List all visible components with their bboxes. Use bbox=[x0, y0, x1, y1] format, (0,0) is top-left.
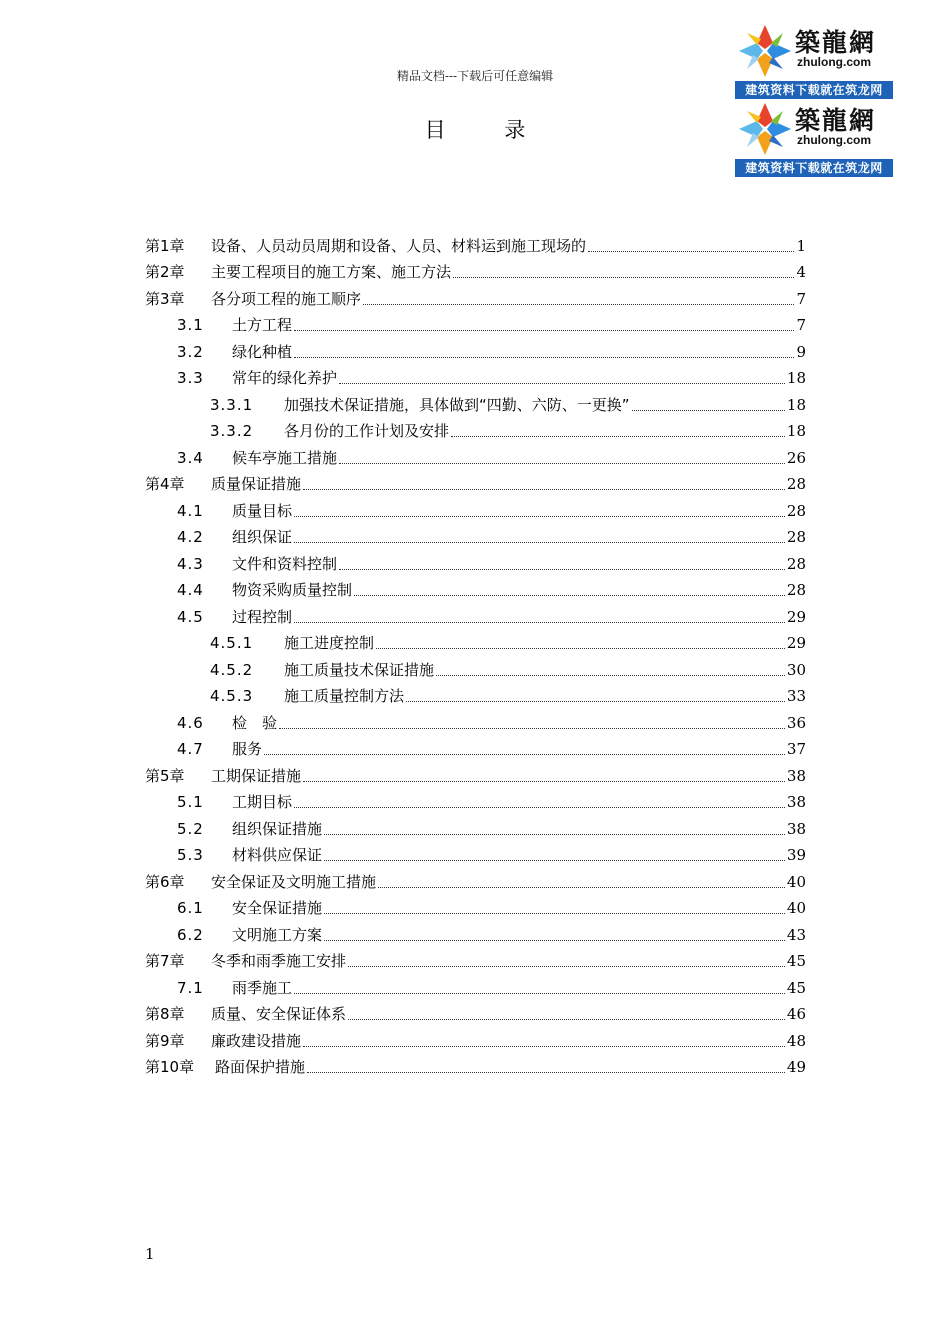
toc-entry[interactable] bbox=[145, 948, 806, 975]
toc-entry[interactable] bbox=[145, 444, 806, 471]
toc-entry-number: 4.5.3 bbox=[210, 687, 254, 705]
toc-entry-number: 第3章 bbox=[145, 289, 185, 308]
toc-entry-title: 质量目标 bbox=[232, 501, 293, 520]
toc-entry-title: 物资采购质量控制 bbox=[232, 581, 353, 599]
toc-dot-leader bbox=[451, 436, 785, 437]
toc-entry-number: 4.2 bbox=[177, 528, 204, 546]
toc-entry-number: 4.5 bbox=[177, 607, 204, 626]
toc-entry-number: 3.4 bbox=[177, 448, 204, 467]
toc-entry[interactable] bbox=[145, 285, 806, 312]
toc-entry-title: 各分项工程的施工顺序 bbox=[211, 289, 362, 308]
toc-entry-page: 38 bbox=[786, 793, 806, 811]
toc-entry-page: 29 bbox=[786, 634, 806, 652]
toc-dot-leader bbox=[339, 569, 785, 570]
toc-entry-title: 候车亭施工措施 bbox=[232, 448, 338, 467]
toc-entry-number: 第5章 bbox=[145, 766, 185, 785]
toc-entry[interactable] bbox=[145, 1027, 806, 1054]
logo-tagline: 建筑资料下载就在筑龙网 bbox=[735, 159, 893, 177]
toc-entry-page: 39 bbox=[786, 846, 806, 864]
toc-entry-title: 组织保证措施 bbox=[232, 819, 323, 838]
toc-entry-title: 设备、人员动员周期和设备、人员、材料运到施工现场的 bbox=[211, 236, 587, 255]
toc-entry-number: 3.2 bbox=[177, 342, 204, 361]
toc-entry[interactable] bbox=[145, 736, 806, 763]
toc-entry[interactable] bbox=[145, 762, 806, 789]
toc-entry-number: 6.2 bbox=[177, 925, 204, 944]
toc-entry[interactable] bbox=[145, 842, 806, 869]
toc-entry[interactable] bbox=[145, 921, 806, 948]
toc-entry-title: 绿化种植 bbox=[232, 342, 293, 361]
toc-entry-number: 3.1 bbox=[177, 316, 204, 334]
toc-entry[interactable] bbox=[145, 1054, 806, 1081]
toc-dot-leader bbox=[378, 887, 785, 888]
toc-entry[interactable] bbox=[145, 683, 806, 710]
toc-entry-page: 7 bbox=[796, 316, 806, 334]
toc-entry-page: 40 bbox=[786, 872, 806, 891]
toc-entry-title: 加强技术保证措施，具体做到“四勤、六防、一更换” bbox=[284, 395, 630, 414]
toc-entry-title: 雨季施工 bbox=[232, 978, 293, 997]
page-title: 目 录 bbox=[424, 118, 552, 142]
toc-entry-page: 43 bbox=[786, 925, 806, 944]
toc-entry-number: 第8章 bbox=[145, 1005, 185, 1023]
toc-entry-title: 路面保护措施 bbox=[215, 1058, 306, 1076]
toc-entry[interactable] bbox=[145, 868, 806, 895]
toc-dot-leader bbox=[303, 489, 785, 490]
toc-dot-leader bbox=[324, 860, 785, 861]
toc-entry-page: 29 bbox=[786, 607, 806, 626]
toc-entry[interactable] bbox=[145, 338, 806, 365]
toc-entry-number: 第4章 bbox=[145, 475, 185, 493]
toc-entry-page: 7 bbox=[796, 289, 806, 308]
toc-dot-leader bbox=[339, 383, 785, 384]
toc-dot-leader bbox=[406, 701, 785, 702]
toc-entry[interactable] bbox=[145, 577, 806, 604]
toc-dot-leader bbox=[348, 1019, 785, 1020]
toc-entry[interactable] bbox=[145, 1001, 806, 1028]
toc-entry-title: 各月份的工作计划及安排 bbox=[284, 422, 450, 440]
toc-entry-page: 46 bbox=[786, 1005, 806, 1023]
logo-url: zhulong.com bbox=[797, 133, 871, 147]
toc-dot-leader bbox=[324, 940, 785, 941]
toc-entry-title: 检 验 bbox=[232, 713, 278, 732]
toc-entry-number: 4.3 bbox=[177, 554, 204, 573]
toc-entry-title: 土方工程 bbox=[232, 316, 293, 334]
toc-entry-title: 工期目标 bbox=[232, 793, 293, 811]
toc-entry-title: 质量保证措施 bbox=[211, 475, 302, 493]
toc-entry-page: 9 bbox=[796, 342, 806, 361]
toc-entry-number: 3.3.1 bbox=[210, 395, 254, 414]
toc-entry[interactable] bbox=[145, 418, 806, 445]
toc-dot-leader bbox=[303, 781, 785, 782]
toc-entry-page: 48 bbox=[786, 1031, 806, 1050]
toc-dot-leader bbox=[363, 304, 794, 305]
toc-entry[interactable] bbox=[145, 471, 806, 498]
toc-entry-title: 主要工程项目的施工方案、施工方法 bbox=[211, 263, 452, 281]
toc-entry-page: 38 bbox=[786, 819, 806, 838]
toc-dot-leader bbox=[324, 834, 785, 835]
toc-dot-leader bbox=[588, 251, 794, 252]
toc-entry-number: 3.3 bbox=[177, 369, 204, 387]
toc-entry-title: 安全保证及文明施工措施 bbox=[211, 872, 377, 891]
toc-entry-title: 服务 bbox=[232, 740, 263, 758]
toc-dot-leader bbox=[453, 277, 794, 278]
toc-entry-page: 28 bbox=[786, 528, 806, 546]
toc-dot-leader bbox=[354, 595, 785, 596]
toc-entry-number: 3.3.2 bbox=[210, 422, 254, 440]
logo-url: zhulong.com bbox=[797, 55, 871, 69]
toc-entry[interactable] bbox=[145, 550, 806, 577]
toc-dot-leader bbox=[339, 463, 785, 464]
toc-entry-title: 廉政建设措施 bbox=[211, 1031, 302, 1050]
toc-entry-number: 5.3 bbox=[177, 846, 204, 864]
toc-entry[interactable] bbox=[145, 232, 806, 259]
toc-entry-page: 28 bbox=[786, 501, 806, 520]
toc-entry-number: 第2章 bbox=[145, 263, 185, 281]
logo-name: 築龍網 bbox=[795, 106, 877, 135]
toc-entry-title: 安全保证措施 bbox=[232, 899, 323, 917]
toc-entry-page: 18 bbox=[786, 369, 806, 387]
toc-entry[interactable] bbox=[145, 974, 806, 1001]
toc-entry-number: 5.1 bbox=[177, 793, 204, 811]
zhulong-logo bbox=[735, 21, 893, 99]
toc-entry-title: 组织保证 bbox=[232, 528, 293, 546]
toc-entry-number: 4.5.1 bbox=[210, 634, 254, 652]
toc-dot-leader bbox=[294, 622, 785, 623]
toc-dot-leader bbox=[294, 357, 794, 358]
toc-entry-title: 材料供应保证 bbox=[232, 846, 323, 864]
toc-entry-page: 45 bbox=[786, 978, 806, 997]
toc-entry-number: 6.1 bbox=[177, 899, 204, 917]
toc-entry-page: 28 bbox=[786, 554, 806, 573]
zhulong-flower-icon bbox=[737, 101, 793, 157]
toc-entry-number: 4.6 bbox=[177, 713, 204, 732]
toc-dot-leader bbox=[294, 516, 785, 517]
toc-entry-title: 冬季和雨季施工安排 bbox=[211, 952, 347, 970]
zhulong-logo bbox=[735, 99, 893, 177]
toc-entry-title: 文件和资料控制 bbox=[232, 554, 338, 573]
toc-entry-page: 1 bbox=[796, 236, 806, 255]
toc-dot-leader bbox=[294, 807, 785, 808]
toc-entry-number: 第6章 bbox=[145, 872, 185, 891]
toc-entry-title: 过程控制 bbox=[232, 607, 293, 626]
toc-dot-leader bbox=[264, 754, 785, 755]
toc-entry-page: 18 bbox=[786, 395, 806, 414]
toc-dot-leader bbox=[294, 542, 785, 543]
toc-entry[interactable] bbox=[145, 789, 806, 816]
logo-name: 築龍網 bbox=[795, 28, 877, 57]
toc-entry-page: 33 bbox=[786, 687, 806, 705]
toc-entry-number: 第9章 bbox=[145, 1031, 185, 1050]
toc-entry-page: 36 bbox=[786, 713, 806, 732]
toc-entry-number: 5.2 bbox=[177, 819, 204, 838]
toc-entry[interactable] bbox=[145, 656, 806, 683]
toc-entry-page: 18 bbox=[786, 422, 806, 440]
toc-entry-number: 4.4 bbox=[177, 581, 204, 599]
toc-entry-page: 4 bbox=[796, 263, 806, 281]
toc-entry[interactable] bbox=[145, 630, 806, 657]
toc-entry-page: 40 bbox=[786, 899, 806, 917]
toc-entry[interactable] bbox=[145, 312, 806, 339]
header-note: 精品文档---下载后可任意编辑 bbox=[396, 69, 554, 83]
toc-entry-title: 施工进度控制 bbox=[284, 634, 375, 652]
toc-entry-page: 45 bbox=[786, 952, 806, 970]
toc-entry-number: 4.5.2 bbox=[210, 660, 254, 679]
toc-entry-title: 施工质量控制方法 bbox=[284, 687, 405, 705]
toc-dot-leader bbox=[279, 728, 785, 729]
toc-entry-number: 第1章 bbox=[145, 236, 185, 255]
toc-entry-title: 常年的绿化养护 bbox=[232, 369, 338, 387]
page-number: 1 bbox=[145, 1245, 155, 1263]
toc-entry[interactable] bbox=[145, 895, 806, 922]
toc-entry-page: 37 bbox=[786, 740, 806, 758]
toc-dot-leader bbox=[348, 966, 785, 967]
toc-entry-page: 28 bbox=[786, 581, 806, 599]
toc-dot-leader bbox=[376, 648, 785, 649]
toc-dot-leader bbox=[632, 410, 785, 411]
toc-dot-leader bbox=[294, 993, 785, 994]
toc-dot-leader bbox=[324, 913, 785, 914]
toc-dot-leader bbox=[294, 330, 794, 331]
toc-dot-leader bbox=[303, 1046, 785, 1047]
toc-entry-title: 工期保证措施 bbox=[211, 766, 302, 785]
toc-entry[interactable] bbox=[145, 365, 806, 392]
toc-dot-leader bbox=[436, 675, 785, 676]
table-of-contents bbox=[145, 232, 806, 1080]
toc-entry-title: 文明施工方案 bbox=[232, 925, 323, 944]
toc-entry[interactable] bbox=[145, 497, 806, 524]
toc-entry-number: 4.1 bbox=[177, 501, 204, 520]
toc-entry-title: 施工质量技术保证措施 bbox=[284, 660, 435, 679]
toc-entry-page: 38 bbox=[786, 766, 806, 785]
zhulong-flower-icon bbox=[737, 23, 793, 79]
toc-entry-page: 49 bbox=[786, 1058, 806, 1076]
toc-dot-leader bbox=[307, 1072, 785, 1073]
logo-tagline: 建筑资料下载就在筑龙网 bbox=[735, 81, 893, 99]
toc-entry[interactable] bbox=[145, 524, 806, 551]
toc-entry-page: 26 bbox=[786, 448, 806, 467]
toc-entry[interactable] bbox=[145, 815, 806, 842]
toc-entry-number: 4.7 bbox=[177, 740, 204, 758]
toc-entry-number: 第10章 bbox=[145, 1058, 195, 1076]
toc-entry[interactable] bbox=[145, 391, 806, 418]
toc-entry[interactable] bbox=[145, 259, 806, 286]
toc-entry[interactable] bbox=[145, 603, 806, 630]
toc-entry[interactable] bbox=[145, 709, 806, 736]
toc-entry-page: 28 bbox=[786, 475, 806, 493]
toc-entry-page: 30 bbox=[786, 660, 806, 679]
toc-entry-number: 第7章 bbox=[145, 952, 185, 970]
toc-entry-title: 质量、安全保证体系 bbox=[211, 1005, 347, 1023]
toc-entry-number: 7.1 bbox=[177, 978, 204, 997]
